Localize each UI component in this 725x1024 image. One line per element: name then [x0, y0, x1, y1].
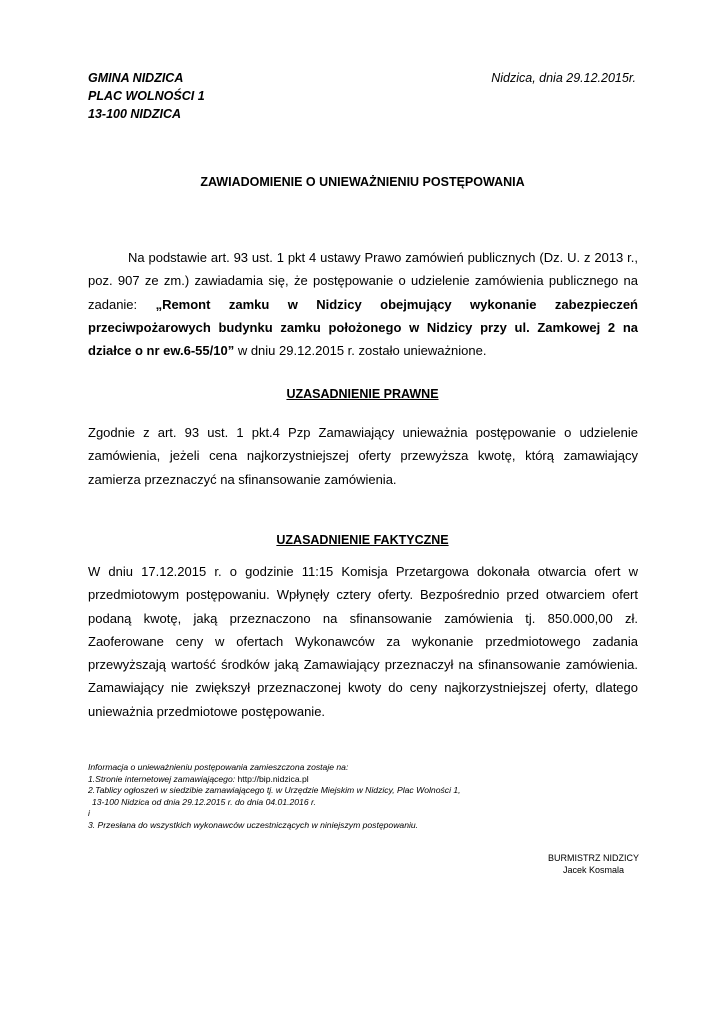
sender-line-1: GMINA NIDZICA — [88, 71, 184, 85]
sender-line-2: PLAC WOLNOŚCI 1 — [88, 89, 205, 103]
footnote-item-1-label: 1.Stronie internetowej zamawiającego: — [88, 773, 238, 784]
intro-task-name: „Remont zamku w Nidzicy obejmujący wykonanie zabezpieczeń przeciwpożarowych budynku zamku położonego w Nidzicy przy ul. Zamkowej 2 na działce o nr ew.6-55/10” — [88, 296, 638, 359]
footnote-heading: Informacja o unieważnieniu postępowania zamieszczona zostaje na: — [88, 762, 349, 772]
sender-address — [88, 69, 205, 123]
signature-name: Jacek Kosmala — [562, 865, 625, 875]
footnote-item-2-line-3: i — [88, 808, 90, 819]
factual-heading: UZASADNIENIE FAKTYCZNE — [276, 533, 449, 547]
legal-paragraph: Zgodnie z art. 93 ust. 1 pkt.4 Pzp Zamawiający unieważnia postępowanie o udzielenie zamówienia, jeżeli cena najkorzystniejszej oferty przewyższa kwotę, którą zamawiający zamierza przeznaczyć na sfinansowanie zamówienia. — [88, 425, 638, 487]
intro-text-after: w dniu 29.12.2015 r. zostało unieważnione. — [234, 343, 487, 359]
footnote-item-3: 3. Przesłana do wszystkich wykonawców uczestniczących w niniejszym postępowaniu. — [88, 819, 419, 830]
factual-paragraph: W dniu 17.12.2015 r. o godzinie 11:15 Komisja Przetargowa dokonała otwarcia ofert w przedmiotowym postępowaniu. Wpłynęły cztery oferty. Bezpośrednio przed otwarciem ofert podaną kwotę, jaką przeznaczono na sfinansowanie zamówienia tj. 850.000,00 zł. Zaoferowane ceny w ofertach Wykonawców za wykonanie przedmiotowego zadania przewyższają wartość środków jaką Zamawiający przeznaczył na sfinansowanie zamówienia. Zamawiający nie zwiększył przeznaczonej kwoty do ceny najkorzystniejszej oferty, dlatego unieważnia przedmiotowe postępowanie. — [88, 564, 638, 719]
legal-heading: UZASADNIENIE PRAWNE — [286, 387, 439, 401]
publication-footnote — [88, 762, 648, 832]
document-date: Nidzica, dnia 29.12.2015r. — [491, 71, 636, 85]
document-title: ZAWIADOMIENIE O UNIEWAŻNIENIU POSTĘPOWANIA — [200, 175, 525, 189]
intro-paragraph — [88, 246, 638, 362]
footnote-item-1 — [88, 774, 648, 786]
signature-role: BURMISTRZ NIDZICY — [548, 853, 639, 863]
footnote-item-2-line-1: 2.Tablicy ogłoszeń w siedzibie zamawiającego tj. w Urzędzie Miejskim w Nidzicy, Plac Wolności 1, — [88, 785, 461, 796]
bip-link[interactable]: http://bip.nidzica.pl — [237, 773, 309, 784]
intro-text-before: Na podstawie art. 93 ust. 1 pkt 4 ustawy Prawo zamówień publicznych (Dz. U. z 2013 r., poz. 907 ze zm.) zawiadamia się, że postępowanie o udzielenie zamówienia publicznego na zadanie: — [88, 250, 638, 312]
sender-line-3: 13-100 NIDZICA — [88, 107, 182, 121]
signature-block — [548, 852, 639, 876]
footnote-item-2-line-2: 13-100 Nidzica od dnia 29.12.2015 r. do dnia 04.01.2016 r. — [92, 796, 316, 807]
